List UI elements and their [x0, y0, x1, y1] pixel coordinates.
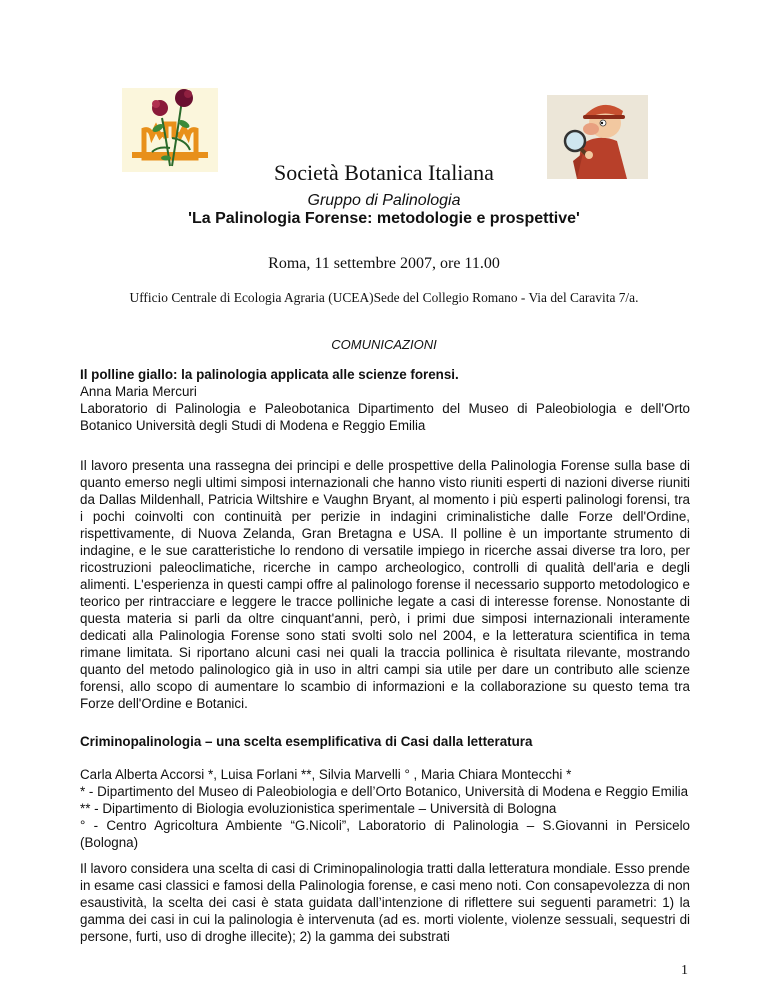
communication-2-details	[80, 766, 690, 851]
communication-authors: Carla Alberta Accorsi *, Luisa Forlani **, Silvia Marvelli ° , Maria Chiara Montecchi *	[80, 767, 572, 782]
event-date-place: Roma, 11 settembre 2007, ore 11.00	[268, 255, 500, 272]
section-label: COMUNICAZIONI	[331, 337, 437, 352]
society-title: Società Botanica Italiana	[274, 160, 494, 185]
communication-1-abstract	[80, 457, 690, 712]
page-number: 1	[681, 963, 688, 978]
group-subtitle: Gruppo di Palinologia	[307, 192, 461, 209]
communication-2-abstract	[80, 860, 690, 945]
event-title: 'La Palinologia Forense: metodologie e prospettive'	[188, 210, 580, 227]
abstract-text: Il lavoro considera una scelta di casi di Criminopalinologia tratti dalla letteratura mondiale. Esso prende in esame casi classici e famosi della Palinologia forense, e casi meno noti. Con consapevolezza di non esaustività, la scelta dei casi è stata guidata dall’intenzione di riflettere sui seguenti parametri: 1) la gamma dei casi in cui la palinologia è intervenuta (ad es. morti violente, violenze sessuali, sequestri di persone, furti, uso di droghe illecite); 2) la gamma dei substrati	[80, 861, 690, 944]
affiliation-item: ° - Centro Agricoltura Ambiente “G.Nicoli”, Laboratorio di Palinologia – S.Giovanni in Persicelo (Bologna)	[80, 818, 690, 850]
communication-2	[80, 733, 690, 750]
communication-title: Il polline giallo: la palinologia applicata alle scienze forensi.	[80, 367, 459, 382]
communication-title: Criminopalinologia – una scelta esemplificativa di Casi dalla letteratura	[80, 734, 533, 749]
communication-affiliation: Laboratorio di Palinologia e Paleobotanica Dipartimento del Museo di Paleobiologia e dell'Orto Botanico Università degli Studi di Modena e Reggio Emilia	[80, 401, 690, 433]
affiliation-item: * - Dipartimento del Museo di Paleobiologia e dell’Orto Botanico, Università di Modena e Reggio Emilia	[80, 784, 689, 799]
abstract-text: Il lavoro presenta una rassegna dei principi e delle prospettive della Palinologia Forense sulla base di quanto emerso negli ultimi simposi internazionali che hanno visto riuniti esperti di nazioni diverse riuniti da Dallas Mildenhall, Patricia Wiltshire e Vaughn Bryant, al momento i più esperti palinologi forensi, tra i pochi coinvolti con continuità per perizie in indagini criminalistiche dalle Forze dell'Ordine, rispettivamente, di Nuova Zelanda, Gran Bretagna e USA. Il polline è un importante strumento di indagine, e le sue caratteristiche lo rendono di versatile impiego in ricerche assai diverse tra loro, per ricostruzioni paleoclimatiche, ricerche in campo archeologico, controlli di qualità dell'aria e degli alimenti. L'esperienza in questi campi offre al palinologo forense il necessario supporto metodologico e teorico per rintracciare e leggere le tracce polliniche legate a casi di interesse forense. Nonostante di questa materia si parli da oltre cinquant'anni, però, i primi due simposi internazionali interamente dedicati alla Palinologia Forense sono stati svolti solo nel 2004, e la letteratura scientifica in tema rimane limitata. Si riportano alcuni casi nei quali la traccia pollinica è risultata rilevante, mostrando quanto del metodo palinologico già in uso in altri campi sia utile per dare un contributo alle scienze forensi, allo scopo di aumentare lo scambio di informazioni e la collaborazione su questo tema tra Forze dell'Ordine e Botanici.	[80, 458, 690, 711]
affiliation-item: ** - Dipartimento di Biologia evoluzionistica sperimentale – Università di Bologna	[80, 801, 557, 816]
communication-1	[80, 366, 690, 434]
event-venue: Ufficio Centrale di Ecologia Agraria (UCEA)Sede del Collegio Romano - Via del Caravita 7/a.	[129, 290, 639, 305]
communication-author: Anna Maria Mercuri	[80, 384, 197, 399]
